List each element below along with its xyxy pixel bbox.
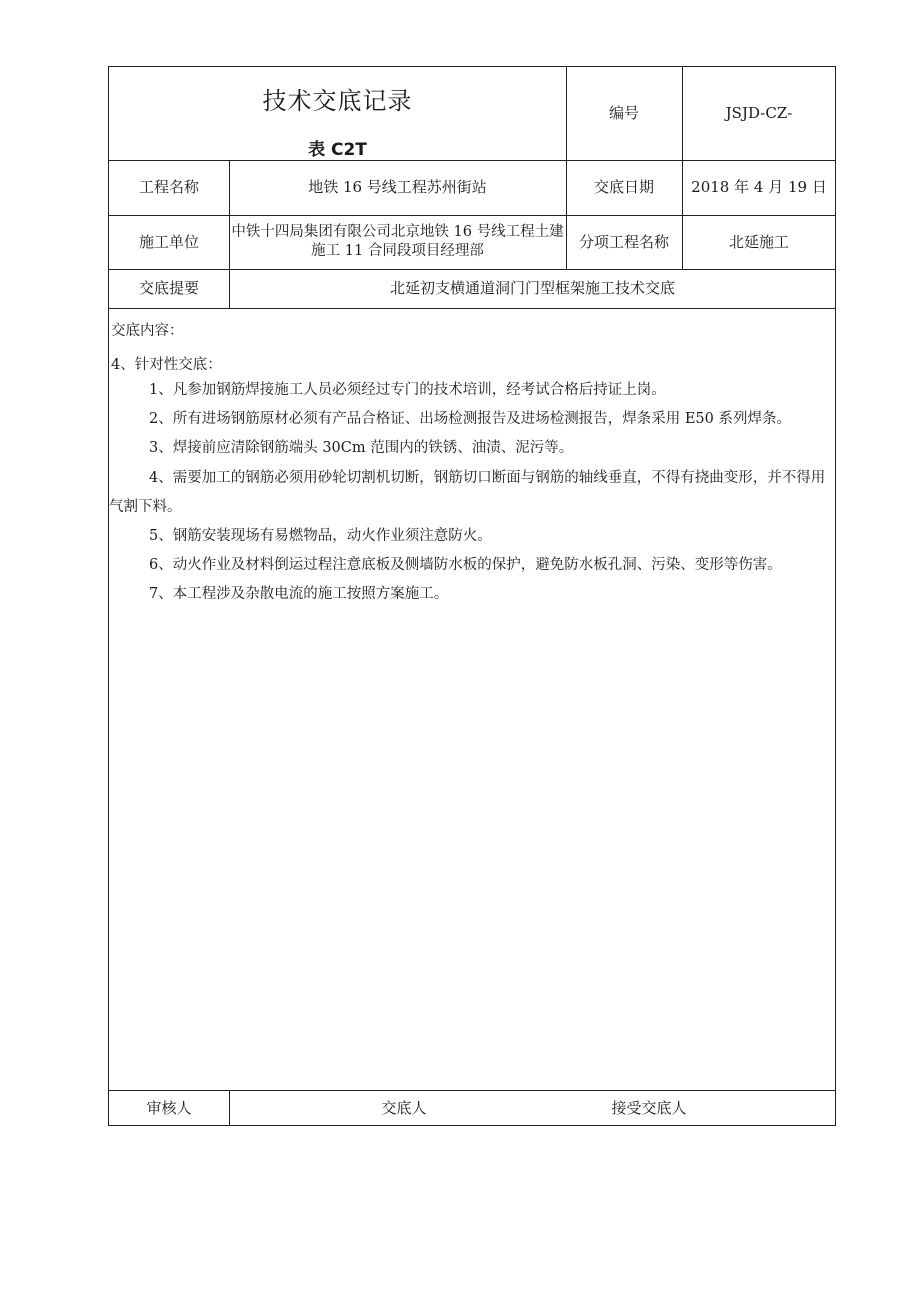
content-item-2: 2、所有进场钢筋原材必须有产品合格证、出场检测报告及进场检测报告，焊条采用 E50 系列焊条。: [149, 411, 791, 427]
code-value: JSJD-CZ-: [725, 104, 793, 123]
code-label: 编号: [608, 104, 639, 123]
content-item-5: 5、钢筋安装现场有易燃物品，动火作业须注意防火。: [149, 528, 492, 544]
receiver-label: 接受交底人: [611, 1098, 687, 1117]
project-name-label: 工程名称: [138, 178, 199, 197]
content-item-4: 4、需要加工的钢筋必须用砂轮切割机切断，钢筋切口断面与钢筋的轴线垂直，不得有挠曲变形，并不得用气割下料。: [109, 470, 826, 515]
subproject-value: 北延施工: [728, 232, 789, 251]
document-title: 技术交底记录: [262, 87, 413, 115]
date-value: 2018 年 4 月 19 日: [691, 178, 827, 197]
contractor-value: 中铁十四局集团有限公司北京地铁 16 号线工程土建施工 11 合同段项目经理部: [231, 224, 564, 259]
date-label: 交底日期: [593, 178, 654, 197]
form-number: 表 C2T: [308, 140, 367, 160]
content-label: 交底内容：: [111, 323, 184, 339]
content-item-1: 1、凡参加钢筋焊接施工人员必须经过专门的技术培训，经考试合格后持证上岗。: [149, 382, 666, 398]
content-item-3: 3、焊接前应清除钢筋端头 30Cm 范围内的铁锈、油渍、泥污等。: [149, 440, 574, 456]
subproject-label: 分项工程名称: [578, 232, 669, 251]
summary-value: 北延初支横通道洞门门型框架施工技术交底: [389, 279, 675, 298]
discloser-label: 交底人: [381, 1098, 427, 1117]
content-item-6: 6、动火作业及材料倒运过程注意底板及侧墙防水板的保护，避免防水板孔洞、污染、变形等伤害。: [149, 557, 782, 573]
summary-label: 交底提要: [138, 279, 199, 298]
content-item-7: 7、本工程涉及杂散电流的施工按照方案施工。: [149, 586, 449, 602]
contractor-label: 施工单位: [138, 232, 199, 251]
disclosure-form: [108, 66, 836, 1126]
section-heading: 4、针对性交底：: [111, 357, 222, 373]
reviewer-label: 审核人: [146, 1098, 192, 1117]
project-name-value: 地铁 16 号线工程苏州街站: [308, 178, 487, 197]
